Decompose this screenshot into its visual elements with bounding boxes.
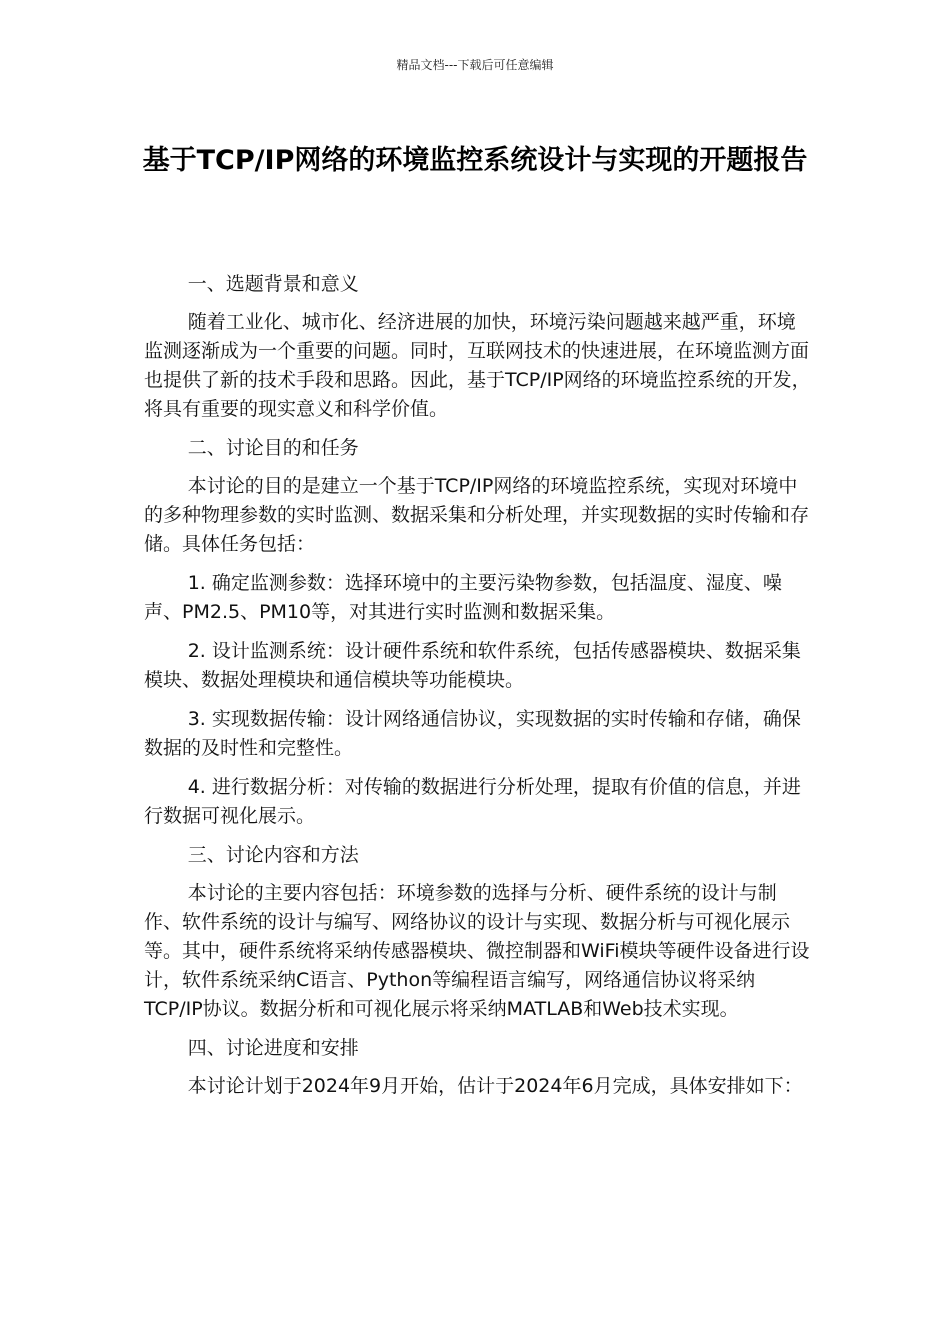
header-note: 精品文档---下载后可任意编辑 [396,58,554,72]
paragraph: 本讨论计划于2024年9月开始，估计于2024年6月完成，具体安排如下： [187,1075,803,1097]
section-heading: 一、选题背景和意义 [187,273,359,295]
task-item: 1. 确定监测参数：选择环境中的主要污染物参数，包括温度、湿度、噪声、PM2.5、PM10等，对其进行实时监测和数据采集。 [144,572,782,623]
task-item: 3. 实现数据传输：设计网络通信协议，实现数据的实时传输和存储，确保数据的及时性和完整性。 [144,708,801,759]
section-heading: 三、讨论内容和方法 [187,844,359,866]
paragraph: 本讨论的目的是建立一个基于TCP/IP网络的环境监控系统，实现对环境中的多种物理参数的实时监测、数据采集和分析处理，并实现数据的实时传输和存储。具体任务包括： [144,475,810,555]
task-item: 2. 设计监测系统：设计硬件系统和软件系统，包括传感器模块、数据采集模块、数据处理模块和通信模块等功能模块。 [144,640,801,691]
section-heading: 四、讨论进度和安排 [187,1037,359,1059]
document-title: 基于TCP/IP网络的环境监控系统设计与实现的开题报告 [142,145,808,176]
section-heading: 二、讨论目的和任务 [187,437,359,459]
paragraph: 随着工业化、城市化、经济进展的加快，环境污染问题越来越严重，环境监测逐渐成为一个重要的问题。同时，互联网技术的快速进展，在环境监测方面也提供了新的技术手段和思路。因此，基于TCP/IP网络的环境监控系统的开发，将具有重要的现实意义和科学价值。 [144,311,811,420]
paragraph: 本讨论的主要内容包括：环境参数的选择与分析、硬件系统的设计与制作、软件系统的设计与编写、网络协议的设计与实现、数据分析与可视化展示等。其中，硬件系统将采纳传感器模块、微控制器和WiFi模块等硬件设备进行设计，软件系统采纳C语言、Python等编程语言编写，网络通信协议将采纳TCP/IP协议。数据分析和可视化展示将采纳MATLAB和Web技术实现。 [144,882,810,1020]
task-item: 4. 进行数据分析：对传输的数据进行分析处理，提取有价值的信息，并进行数据可视化展示。 [144,776,801,827]
document-body [144,270,812,1111]
